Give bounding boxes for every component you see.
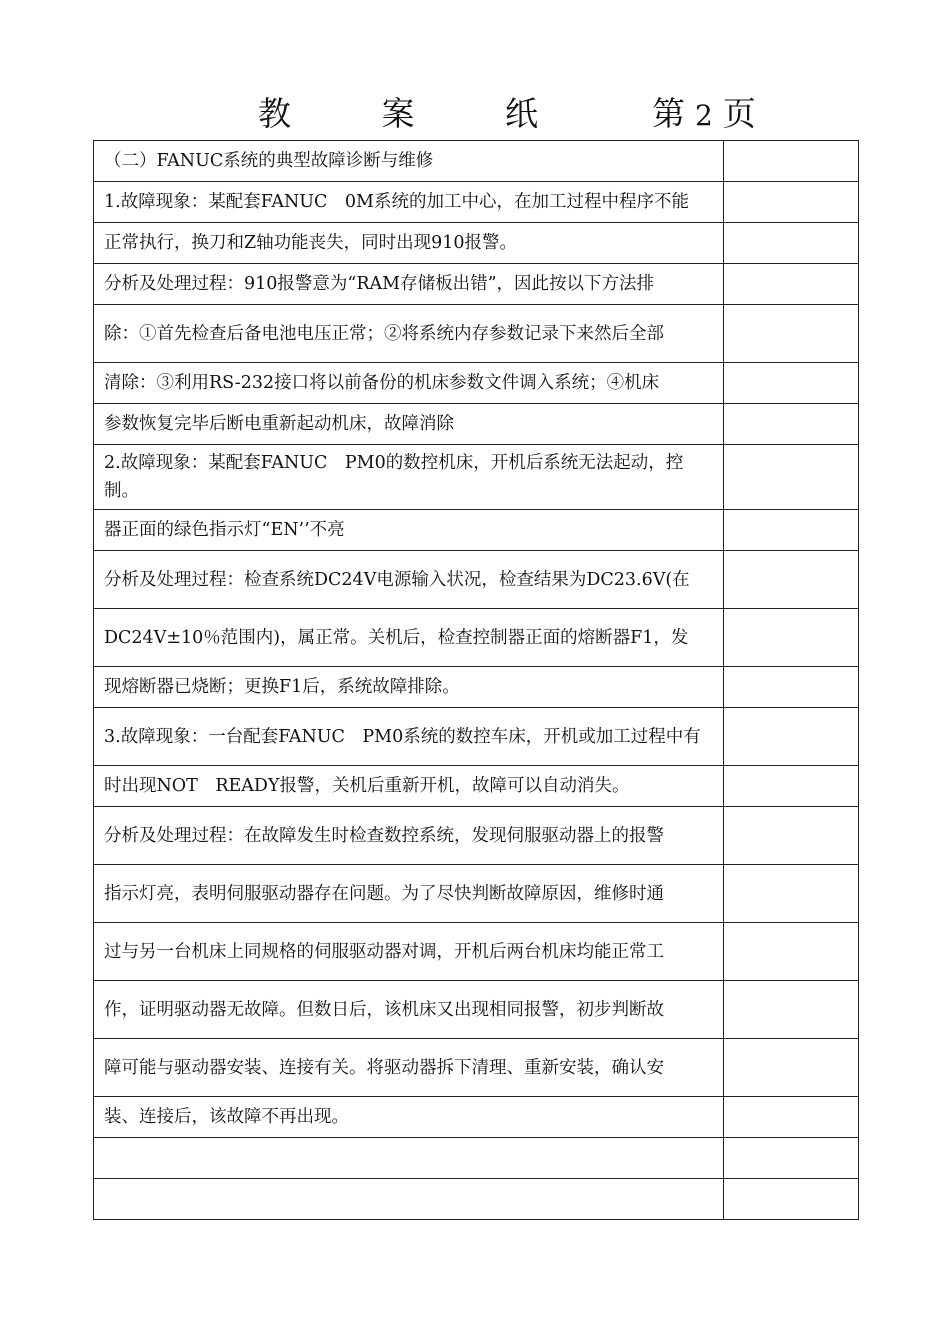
row-text: 参数恢复完毕后断电重新起动机床，故障消除 — [104, 414, 454, 434]
table-row — [94, 807, 859, 865]
content-cell — [94, 363, 724, 404]
notes-cell — [724, 1179, 859, 1220]
content-cell — [94, 807, 724, 865]
table-row — [94, 981, 859, 1039]
table-row — [94, 667, 859, 708]
row-text: （二）FANUC系统的典型故障诊断与维修 — [104, 151, 434, 171]
row-text: 除：①首先检查后备电池电压正常；②将系统内存参数记录下来然后全部 — [104, 323, 664, 344]
content-cell — [94, 766, 724, 807]
row-text: 1.故障现象：某配套FANUC 0M系统的加工中心，在加工过程中程序不能 — [104, 192, 689, 212]
content-cell — [94, 1039, 724, 1097]
table-row — [94, 1138, 859, 1179]
row-text: 2.故障现象：某配套FANUC PM0的数控机床，开机后系统无法起动，控制。 — [104, 453, 684, 501]
content-cell — [94, 923, 724, 981]
row-text: 作，证明驱动器无故障。但数日后，该机床又出现相同报警，初步判断故 — [104, 999, 664, 1020]
notes-cell — [724, 363, 859, 404]
notes-cell — [724, 141, 859, 182]
content-cell — [94, 1138, 724, 1179]
table-row — [94, 264, 859, 305]
table-row — [94, 141, 859, 182]
table-row — [94, 766, 859, 807]
row-text: 清除：③利用RS-232接口将以前备份的机床参数文件调入系统；④机床 — [104, 373, 660, 393]
row-text: 指示灯亮，表明伺服驱动器存在问题。为了尽快判断故障原因，维修时通 — [104, 883, 664, 904]
notes-cell — [724, 305, 859, 363]
page-number-label — [652, 88, 756, 135]
notes-cell — [724, 182, 859, 223]
row-text: 器正面的绿色指示灯“EN’’不亮 — [104, 520, 345, 540]
notes-cell — [724, 865, 859, 923]
table-row — [94, 1039, 859, 1097]
table-row — [94, 510, 859, 551]
table-row — [94, 305, 859, 363]
table-row — [94, 1097, 859, 1138]
row-text: 现熔断器已烧断；更换F1后，系统故障排除。 — [104, 677, 460, 697]
row-text: 时出现NOT READY报警，关机后重新开机，故障可以自动消失。 — [104, 776, 630, 796]
row-text: 分析及处理过程：在故障发生时检查数控系统，发现伺服驱动器上的报警 — [104, 825, 664, 846]
page-number: 2 — [695, 99, 713, 132]
table-row — [94, 865, 859, 923]
table-row — [94, 708, 859, 766]
table-row — [94, 923, 859, 981]
content-cell — [94, 182, 724, 223]
notes-cell — [724, 404, 859, 445]
row-text: 分析及处理过程：910报警意为“RAM存储板出错”，因此按以下方法排 — [104, 274, 655, 294]
notes-cell — [724, 807, 859, 865]
content-cell — [94, 551, 724, 609]
notes-cell — [724, 923, 859, 981]
table-row — [94, 1179, 859, 1220]
content-cell — [94, 141, 724, 182]
row-text: 3.故障现象：一台配套FANUC PM0系统的数控车床，开机或加工过程中有 — [104, 726, 701, 747]
content-cell — [94, 510, 724, 551]
notes-cell — [724, 1097, 859, 1138]
content-cell — [94, 305, 724, 363]
row-text: 过与另一台机床上同规格的伺服驱动器对调，开机后两台机床均能正常工 — [104, 941, 664, 962]
notes-cell — [724, 264, 859, 305]
notes-cell — [724, 708, 859, 766]
row-text: DC24V±10％范围内)，属正常。关机后，检查控制器正面的熔断器F1，发 — [104, 627, 689, 648]
table-row — [94, 404, 859, 445]
content-cell — [94, 223, 724, 264]
table-row — [94, 223, 859, 264]
notes-cell — [724, 551, 859, 609]
page-prefix: 第 — [652, 94, 685, 133]
notes-cell — [724, 1138, 859, 1179]
table-row — [94, 445, 859, 510]
content-cell — [94, 609, 724, 667]
table-row — [94, 182, 859, 223]
content-cell — [94, 404, 724, 445]
notes-cell — [724, 609, 859, 667]
row-text: 分析及处理过程：检查系统DC24V电源输入状况，检查结果为DC23.6V(在 — [104, 569, 690, 590]
notes-cell — [724, 223, 859, 264]
table-row — [94, 551, 859, 609]
document-title: 教 案 纸 — [258, 94, 578, 133]
content-cell — [94, 708, 724, 766]
content-cell — [94, 1097, 724, 1138]
content-cell — [94, 981, 724, 1039]
table-row — [94, 363, 859, 404]
page-header — [0, 88, 950, 138]
page-suffix: 页 — [722, 94, 756, 133]
notes-cell — [724, 667, 859, 708]
notes-cell — [724, 445, 859, 510]
content-cell — [94, 667, 724, 708]
content-cell — [94, 865, 724, 923]
table-row — [94, 609, 859, 667]
notes-cell — [724, 510, 859, 551]
row-text: 装、连接后，该故障不再出现。 — [104, 1107, 349, 1127]
lesson-table — [93, 140, 859, 1220]
notes-cell — [724, 766, 859, 807]
content-cell — [94, 264, 724, 305]
row-text: 正常执行，换刀和Z轴功能丧失，同时出现910报警。 — [104, 233, 518, 253]
notes-cell — [724, 1039, 859, 1097]
content-cell — [94, 1179, 724, 1220]
row-text: 障可能与驱动器安装、连接有关。将驱动器拆下清理、重新安装，确认安 — [104, 1057, 664, 1078]
content-cell — [94, 445, 724, 510]
notes-cell — [724, 981, 859, 1039]
